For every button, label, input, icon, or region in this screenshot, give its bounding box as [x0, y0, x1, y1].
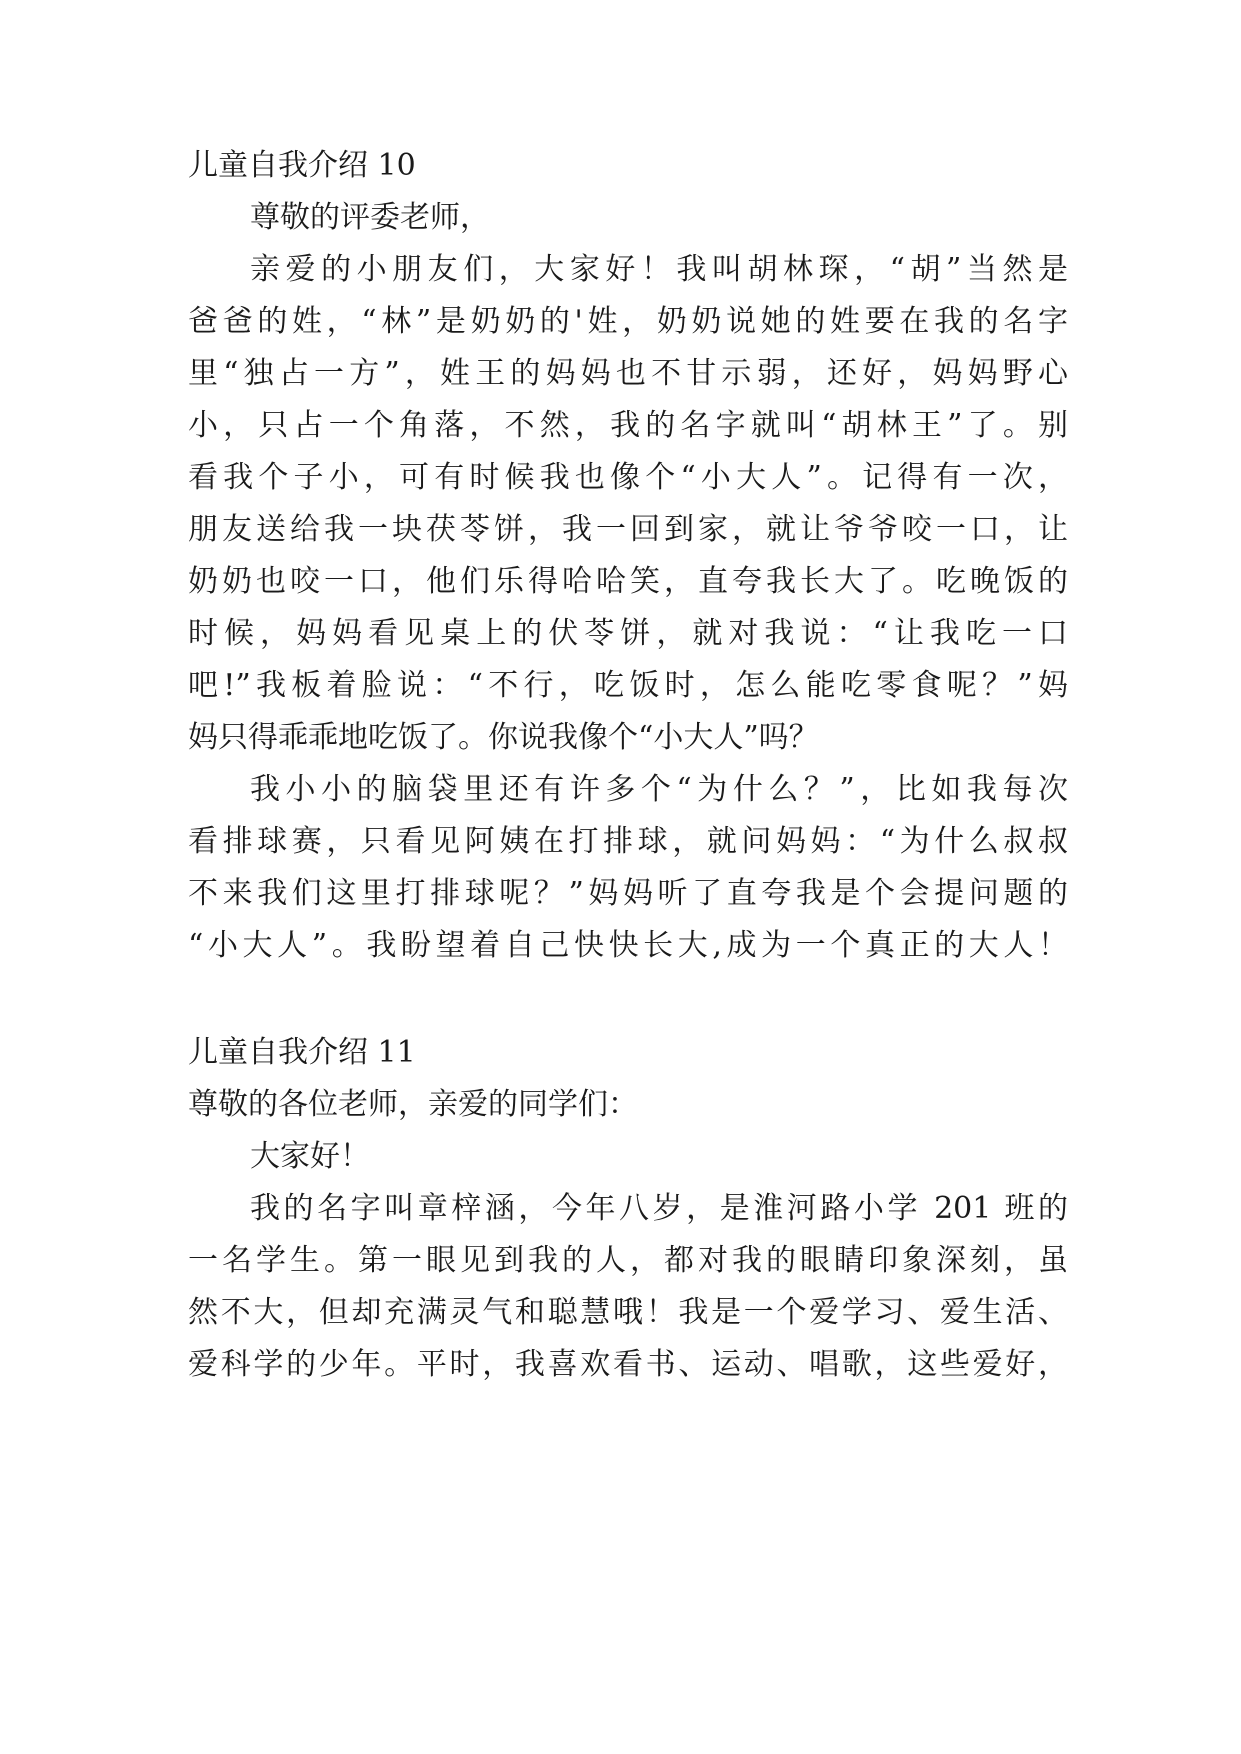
- salutation: 尊敬的评委老师，: [250, 200, 490, 235]
- paragraph-line: 然不大，但却充满灵气和聪慧哦！我是一个爱学习、爱生活、: [188, 1295, 1068, 1330]
- paragraph-line: 我小小的脑袋里还有许多个“为什么？”，比如我每次: [250, 772, 1068, 807]
- paragraph-line: 一名学生。第一眼见到我的人，都对我的眼睛印象深刻，虽: [188, 1243, 1068, 1278]
- salutation: 尊敬的各位老师，亲爱的同学们：: [188, 1087, 638, 1122]
- section-title: 儿童自我介绍 11: [188, 1035, 416, 1070]
- paragraph-line: 爱科学的少年。平时，我喜欢看书、运动、唱歌，这些爱好，: [188, 1347, 1068, 1382]
- paragraph-line: 奶奶也咬一口，他们乐得哈哈笑，直夸我长大了。吃晚饭的: [188, 564, 1068, 599]
- greeting: 大家好！: [250, 1139, 370, 1174]
- paragraph-line: 小，只占一个角落，不然，我的名字就叫“胡林王”了。别: [188, 408, 1068, 443]
- paragraph-line: 我的名字叫章梓涵，今年八岁，是淮河路小学 201 班的: [250, 1191, 1068, 1226]
- paragraph-line: 亲爱的小朋友们，大家好！我叫胡林琛，“胡”当然是: [250, 252, 1068, 287]
- paragraph-line: 爸爸的姓，“林”是奶奶的'姓，奶奶说她的姓要在我的名字: [188, 304, 1068, 339]
- paragraph-line: 时候，妈妈看见桌上的伏苓饼，就对我说：“让我吃一口: [188, 616, 1068, 651]
- paragraph-line: 朋友送给我一块茯苓饼，我一回到家，就让爷爷咬一口，让: [188, 512, 1068, 547]
- paragraph-line: 不来我们这里打排球呢？”妈妈听了直夸我是个会提问题的: [188, 876, 1068, 911]
- paragraph-line: 看排球赛，只看见阿姨在打排球，就问妈妈：“为什么叔叔: [188, 824, 1068, 859]
- paragraph-line: “小大人”。我盼望着自己快快长大,成为一个真正的大人！: [188, 928, 1068, 963]
- section-title: 儿童自我介绍 10: [188, 148, 416, 183]
- paragraph-line: 妈只得乖乖地吃饭了。你说我像个“小大人”吗？: [188, 720, 819, 755]
- paragraph-line: 里“独占一方”，姓王的妈妈也不甘示弱，还好，妈妈野心: [188, 356, 1068, 391]
- paragraph-line: 看我个子小，可有时候我也像个“小大人”。记得有一次，: [188, 460, 1068, 495]
- paragraph-line: 吧!”我板着脸说：“不行，吃饭时，怎么能吃零食呢？”妈: [188, 668, 1068, 703]
